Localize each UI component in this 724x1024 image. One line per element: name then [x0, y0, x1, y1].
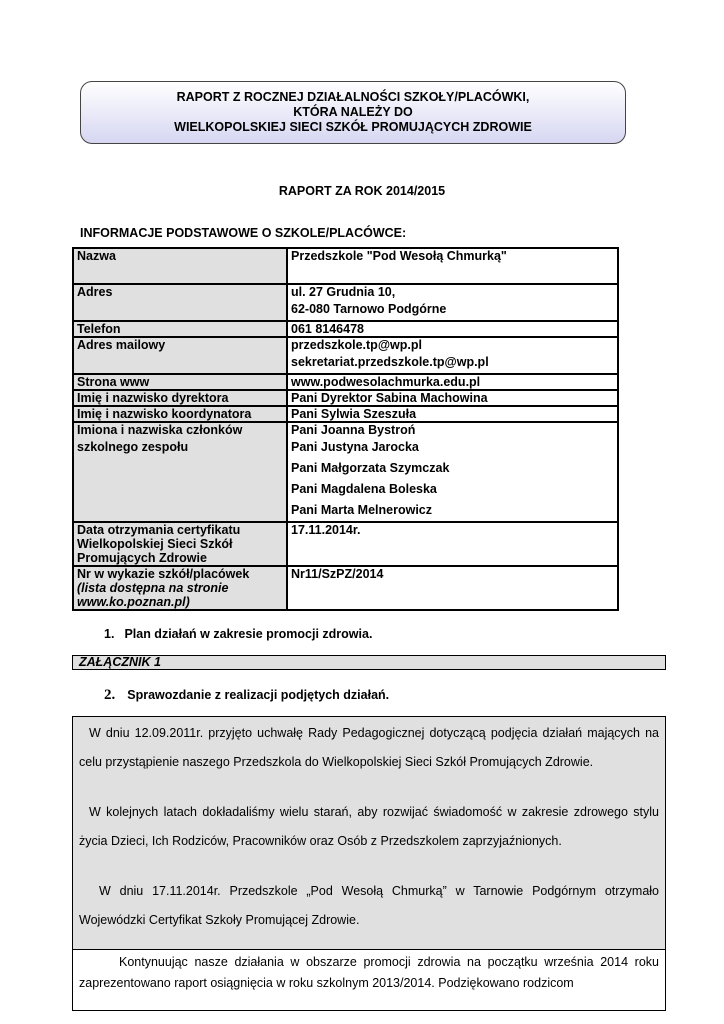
value-cell: 061 8146478: [287, 321, 618, 337]
info-table: [72, 247, 619, 611]
table-row: [73, 321, 618, 337]
label-cell: Imię i nazwisko koordynatora: [73, 406, 287, 422]
table-row: [73, 422, 618, 522]
report-box: [72, 716, 666, 1011]
label-line: Imiona i nazwiska członków: [77, 423, 243, 437]
report-paragraph: W dniu 12.09.2011r. przyjęto uchwałę Rady Pedagogicznej dotyczącą podjęcia działań mających na celu przystąpienie naszego Przedszkola do Wielkopolskiej Sieci Szkół Promujących Zdrowie.: [79, 726, 659, 769]
info-heading: INFORMACJE PODSTAWOWE O SZKOLE/PLACÓWCE:: [80, 226, 407, 240]
label-line: szkolnego zespołu: [77, 440, 189, 454]
table-row: [73, 284, 618, 321]
value-cell: [287, 284, 618, 321]
title-box: [80, 81, 626, 144]
member-name: Pani Marta Melnerowicz: [291, 503, 433, 517]
section-number: 2.: [104, 687, 116, 703]
section-title: Plan działań w zakresie promocji zdrowia.: [124, 627, 373, 641]
report-paragraph: W kolejnych latach dokładaliśmy wielu starań, aby rozwijać świadomość w zakresie zdrowego stylu życia Dzieci, Ich Rodziców, Pracowników oraz Osób z Przedszkolem zaprzyjaźnionych.: [79, 805, 659, 848]
section-number: 1.: [104, 627, 115, 641]
report-paragraph: Kontynuując nasze działania w obszarze promocji zdrowia na początku września 2014 roku zaprezentowano raport osiągnięcia w roku szkolnym 2013/2014. Podziękowano rodzicom: [79, 955, 659, 990]
website-link[interactable]: www.podwesolachmurka.edu.pl: [287, 374, 618, 390]
member-name: Pani Justyna Jarocka: [291, 440, 419, 454]
table-row: [73, 337, 618, 374]
label-cell: Adres: [73, 284, 287, 321]
label-cell: Imię i nazwisko dyrektora: [73, 390, 287, 406]
label-cell: Adres mailowy: [73, 337, 287, 374]
table-row: [73, 522, 618, 566]
label-cell: Telefon: [73, 321, 287, 337]
title-line: WIELKOPOLSKIEJ SIECI SZKÓŁ PROMUJĄCYCH ZDROWIE: [174, 120, 532, 134]
member-name: Pani Magdalena Boleska: [291, 482, 437, 496]
member-name: Pani Małgorzata Szymczak: [291, 461, 450, 475]
value-cell: [287, 337, 618, 374]
value-cell: Nr11/SzPZ/2014: [287, 566, 618, 610]
report-continuation-block: [73, 949, 665, 1010]
table-row: [73, 374, 618, 390]
label-cell: Strona www: [73, 374, 287, 390]
label-line: Nr w wykazie szkół/placówek: [77, 567, 250, 581]
value-cell: 17.11.2014r.: [287, 522, 618, 566]
section-2-heading: [104, 687, 389, 704]
attachment-box: ZAŁĄCZNIK 1: [72, 655, 666, 670]
member-name: Pani Joanna Bystroń: [291, 423, 416, 437]
table-row: [73, 406, 618, 422]
value-cell: Pani Sylwia Szeszuła: [287, 406, 618, 422]
report-year: RAPORT ZA ROK 2014/2015: [278, 184, 446, 198]
section-1-heading: [104, 627, 372, 641]
table-row: [73, 390, 618, 406]
email-link[interactable]: sekretariat.przedszkole.tp@wp.pl: [291, 355, 489, 369]
label-cell: [73, 422, 287, 522]
value-line: ul. 27 Grudnia 10,: [291, 285, 396, 299]
email-link[interactable]: przedszkole.tp@wp.pl: [291, 338, 422, 352]
title-line: RAPORT Z ROCZNEJ DZIAŁALNOŚCI SZKOŁY/PLACÓWKI,: [176, 90, 530, 104]
value-cell: Pani Dyrektor Sabina Machowina: [287, 390, 618, 406]
section-title: Sprawozdanie z realizacji podjętych działań.: [127, 688, 390, 702]
value-cell: Przedszkole "Pod Wesołą Chmurką": [287, 248, 618, 284]
title-line: KTÓRA NALEŻY DO: [293, 105, 413, 119]
label-cell: Nazwa: [73, 248, 287, 284]
report-paragraph: W dniu 17.11.2014r. Przedszkole „Pod Wesołą Chmurką” w Tarnowie Podgórnym otrzymało Wojewódzki Certyfikat Szkoły Promującej Zdrowie.: [79, 884, 659, 927]
value-line: 62-080 Tarnowo Podgórne: [291, 302, 447, 316]
report-shaded-block: [73, 717, 665, 949]
value-cell: [287, 422, 618, 522]
label-note: (lista dostępna na stronie www.ko.poznan.pl): [77, 581, 229, 609]
table-row: [73, 248, 618, 284]
label-cell: [73, 566, 287, 610]
table-row: [73, 566, 618, 610]
label-cell: Data otrzymania certyfikatu Wielkopolskiej Sieci Szkół Promujących Zdrowie: [73, 522, 287, 566]
